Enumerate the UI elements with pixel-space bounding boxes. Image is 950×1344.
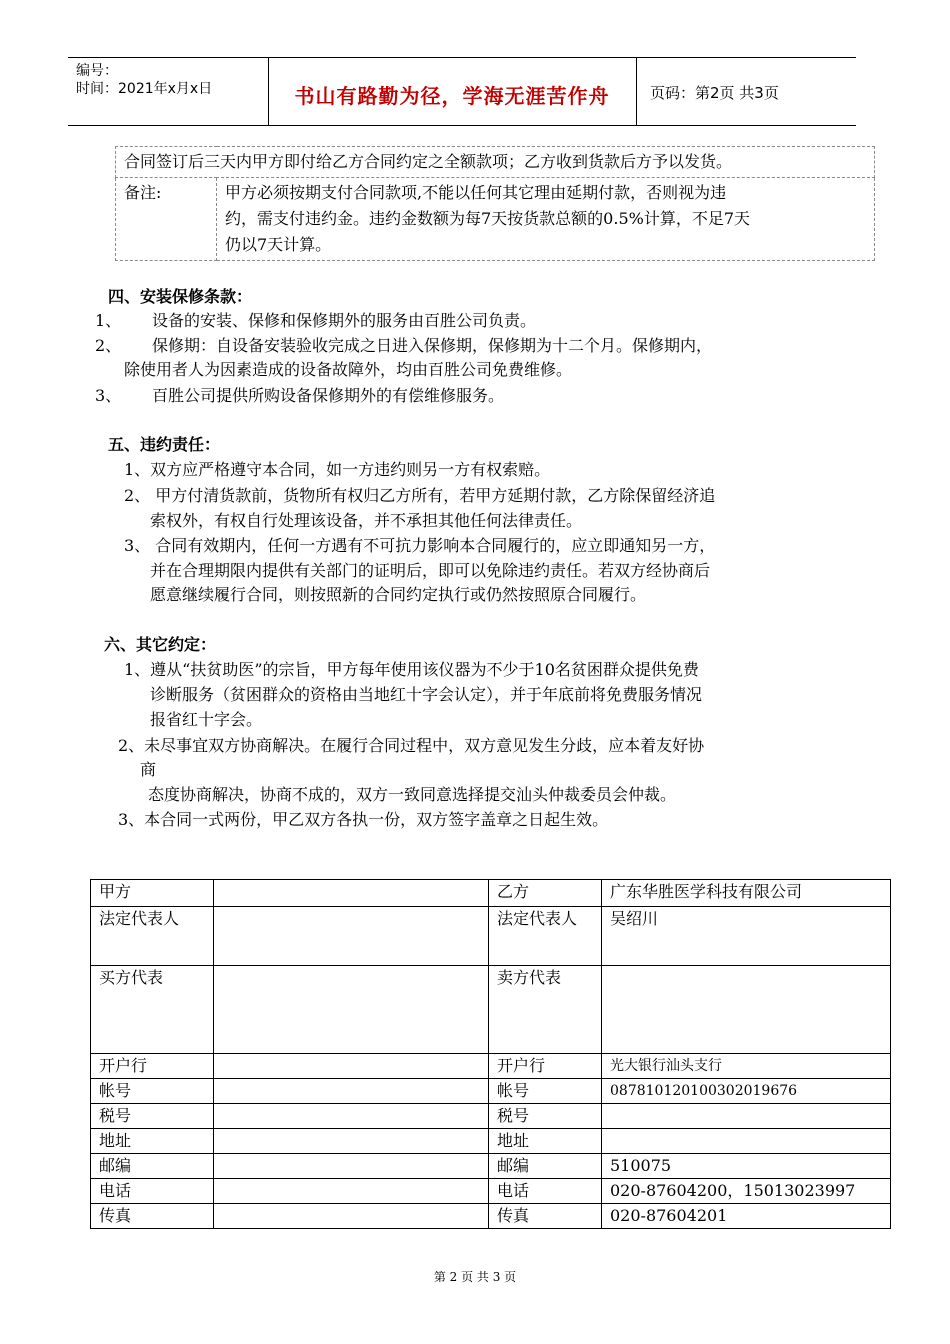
legal-rep-a-label: 法定代表人 <box>91 907 214 966</box>
payment-table <box>115 146 875 261</box>
legal-rep-b-value: 吴绍川 <box>602 907 891 966</box>
payment-terms: 合同签订后三天内甲方即付给乙方合同约定之全额款项；乙方收到货款后方予以发货。 <box>116 147 875 178</box>
section6-item-text: 诊断服务（贫困群众的资格由当地红十字会认定），并于年底前将免费服务情况 <box>150 685 703 704</box>
fax-b-value: 020-87604201 <box>602 1204 891 1229</box>
note-line: 甲方必须按期支付合同款项,不能以任何其它理由延期付款，否则视为违 <box>225 183 727 202</box>
signature-row <box>91 1129 891 1154</box>
legal-rep-a-value <box>214 907 489 966</box>
account-a-value <box>214 1079 489 1104</box>
zip-b-label: 邮编 <box>489 1154 602 1179</box>
phone-b-value: 020-87604200，15013023997 <box>602 1179 891 1204</box>
phone-a-label: 电话 <box>91 1179 214 1204</box>
section5-item-text: 愿意继续履行合同，则按照新的合同约定执行或仍然按照原合同履行。 <box>150 585 647 604</box>
header-time: 时间：2021年x月x日 <box>76 81 213 97</box>
party-b-label: 乙方 <box>489 880 602 907</box>
section5-item-text: 并在合理期限内提供有关部门的证明后，即可以免除违约责任。若双方经协商后 <box>150 561 711 580</box>
seller-rep-label: 卖方代表 <box>489 966 602 1054</box>
party-a-label: 甲方 <box>91 880 214 907</box>
section6-item-text: 商 <box>140 760 157 779</box>
section5-item-text: 3、 合同有效期内，任何一方遇有不可抗力影响本合同履行的，应立即通知另一方， <box>124 536 716 555</box>
phone-a-value <box>214 1179 489 1204</box>
legal-rep-b-label: 法定代表人 <box>489 907 602 966</box>
payment-terms-row <box>116 147 875 178</box>
header-page-info: 页码：第2页 共3页 <box>650 84 779 102</box>
signature-row <box>91 907 891 966</box>
party-b-value: 广东华胜医学科技有限公司 <box>602 880 891 907</box>
zip-b-value: 510075 <box>602 1154 891 1179</box>
payment-note-row <box>116 178 875 261</box>
section4-item-text: 百胜公司提供所购设备保修期外的有偿维修服务。 <box>152 386 505 405</box>
section5-item-text: 2、 甲方付清货款前，货物所有权归乙方所有，若甲方延期付款，乙方除保留经济追 <box>124 486 716 505</box>
buyer-rep-value <box>214 966 489 1054</box>
fax-b-label: 传真 <box>489 1204 602 1229</box>
zip-a-value <box>214 1154 489 1179</box>
address-b-label: 地址 <box>489 1129 602 1154</box>
signature-row <box>91 1154 891 1179</box>
section4-item-text: 除使用者人为因素造成的设备故障外，均由百胜公司免费维修。 <box>124 360 573 379</box>
section6-item-text: 态度协商解决，协商不成的，双方一致同意选择提交汕头仲裁委员会仲裁。 <box>148 785 677 804</box>
section5-item-text: 1、双方应严格遵守本合同，如一方违约则另一方有权索赔。 <box>124 460 551 479</box>
account-a-label: 帐号 <box>91 1079 214 1104</box>
fax-a-value <box>214 1204 489 1229</box>
section5-title: 五、违约责任： <box>108 435 221 454</box>
tax-b-label: 税号 <box>489 1104 602 1129</box>
header-top-rule <box>68 57 856 58</box>
note-label: 备注: <box>116 178 217 261</box>
bank-b-label: 开户行 <box>489 1054 602 1079</box>
bank-b-value: 光大银行汕头支行 <box>602 1054 891 1079</box>
seller-rep-value <box>602 966 891 1054</box>
header-bottom-rule <box>68 125 856 126</box>
section6-item-text: 3、本合同一式两份，甲乙双方各执一份，双方签字盖章之日起生效。 <box>118 810 609 829</box>
address-b-value <box>602 1129 891 1154</box>
tax-a-value <box>214 1104 489 1129</box>
section6-item-text: 报省红十字会。 <box>150 710 263 729</box>
bank-a-value <box>214 1054 489 1079</box>
section6-item-text: 2、未尽事宜双方协商解决。在履行合同过程中，双方意见发生分歧，应本着友好协 <box>118 736 705 755</box>
header-motto: 书山有路勤为径，学海无涯苦作舟 <box>294 84 610 108</box>
note-text <box>217 178 875 261</box>
note-line: 约，需支付违约金。违约金数额为每7天按货款总额的0.5%计算，不足7天 <box>225 209 751 228</box>
signature-row <box>91 966 891 1054</box>
signature-row <box>91 880 891 907</box>
signature-row <box>91 1204 891 1229</box>
buyer-rep-label: 买方代表 <box>91 966 214 1054</box>
bank-a-label: 开户行 <box>91 1054 214 1079</box>
signature-row <box>91 1054 891 1079</box>
phone-b-label: 电话 <box>489 1179 602 1204</box>
header-number: 编号： <box>76 63 118 79</box>
signature-row <box>91 1079 891 1104</box>
account-b-value: 087810120100302019676 <box>602 1079 891 1104</box>
section6-item-text: 1、遵从“扶贫助医”的宗旨，甲方每年使用该仪器为不少于10名贫困群众提供免费 <box>124 660 699 679</box>
section4-title: 四、安装保修条款： <box>108 287 253 306</box>
tax-b-value <box>602 1104 891 1129</box>
tax-a-label: 税号 <box>91 1104 214 1129</box>
address-a-label: 地址 <box>91 1129 214 1154</box>
section4-item-num: 1、 <box>95 311 122 330</box>
account-b-label: 帐号 <box>489 1079 602 1104</box>
signature-row <box>91 1179 891 1204</box>
party-a-value <box>214 880 489 907</box>
section4-item-text: 保修期：自设备安装验收完成之日进入保修期，保修期为十二个月。保修期内， <box>152 336 713 355</box>
section6-title: 六、其它约定： <box>104 635 217 654</box>
signature-row <box>91 1104 891 1129</box>
section4-item-num: 2、 <box>95 336 122 355</box>
note-line: 仍以7天计算。 <box>225 235 332 254</box>
address-a-value <box>214 1129 489 1154</box>
section5-item-text: 索权外，有权自行处理该设备，并不承担其他任何法律责任。 <box>150 511 583 530</box>
section4-item-text: 设备的安装、保修和保修期外的服务由百胜公司负责。 <box>152 311 537 330</box>
signature-table <box>90 879 891 1229</box>
page-footer: 第 2 页 共 3 页 <box>433 1270 517 1284</box>
fax-a-label: 传真 <box>91 1204 214 1229</box>
zip-a-label: 邮编 <box>91 1154 214 1179</box>
section4-item-num: 3、 <box>95 386 122 405</box>
header-divider-right <box>636 57 637 125</box>
